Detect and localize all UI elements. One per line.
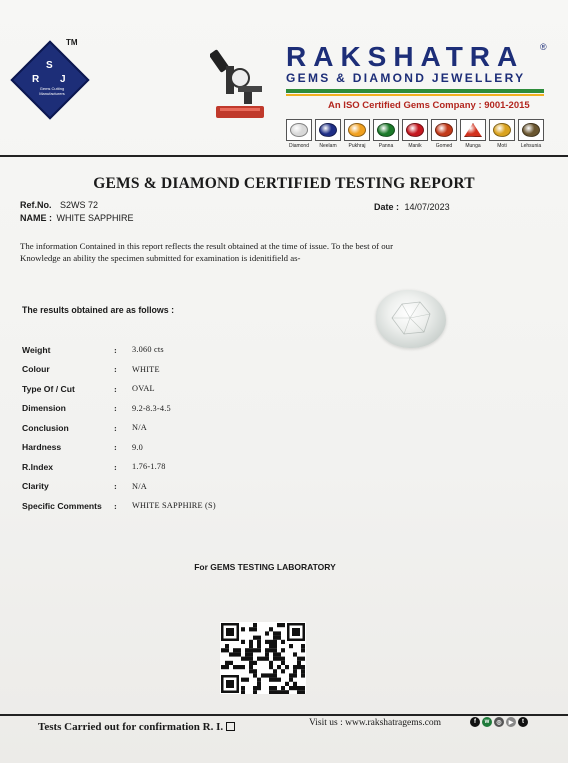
gemstone-item: [518, 119, 544, 153]
gemstone-icon: [406, 123, 424, 137]
result-row: [22, 360, 322, 380]
result-value: WHITE SAPPHIRE (S): [132, 501, 216, 511]
gemstone-label: Panna: [378, 143, 394, 149]
gemstone-label: Moti: [497, 143, 507, 149]
results-heading: The results obtained are as follows :: [22, 305, 175, 315]
date-value: 14/07/2023: [404, 202, 450, 212]
result-label: Clarity: [22, 481, 49, 492]
intro-line-2: Knowledge an ability the specimen submitted for examination is idenitifield as-: [20, 253, 301, 263]
footer-note-text: Tests Carried out for confirmation R. I.: [38, 721, 224, 733]
result-colon: :: [114, 422, 117, 433]
result-row: [22, 418, 322, 438]
brand-name: RAKSHATRA: [286, 41, 525, 72]
intro-line-1: The information Contained in this report reflects the result obtained at the time of issue. To the best of our: [20, 241, 393, 251]
microscope-icon: [210, 48, 268, 122]
gemstone-item: [315, 119, 341, 153]
results-table: [22, 340, 322, 516]
gemstone-icon: [464, 123, 482, 137]
brand-yellow-rule: [286, 94, 544, 96]
result-colon: :: [114, 461, 117, 472]
result-label: Hardness: [22, 442, 62, 453]
result-value: 3.060 cts: [132, 345, 164, 355]
date-line: [374, 202, 450, 212]
footer-website-line: [309, 718, 441, 728]
result-colon: :: [114, 403, 117, 414]
gemstone-item: [489, 119, 515, 153]
instagram-icon[interactable]: ◎: [494, 717, 504, 727]
brand-green-rule: [286, 89, 544, 93]
result-value: 9.2-8.3-4.5: [132, 403, 171, 413]
result-value: 9.0: [132, 442, 143, 452]
facebook-icon[interactable]: f: [470, 717, 480, 727]
result-value: WHITE: [132, 364, 160, 374]
result-label: Weight: [22, 344, 51, 355]
youtube-icon[interactable]: ▶: [506, 717, 516, 727]
result-colon: :: [114, 442, 117, 453]
company-logo: [8, 38, 92, 122]
result-colon: :: [114, 344, 117, 355]
logo-letter-r: R: [32, 74, 40, 85]
ref-value: S2WS 72: [60, 200, 99, 210]
brand-subtitle: GEMS & DIAMOND JEWELLERY: [286, 71, 526, 85]
result-row: [22, 379, 322, 399]
gemstone-label: Gomed: [435, 143, 453, 149]
trademark-mark: TM: [66, 38, 78, 47]
gemstone-icon: [290, 123, 308, 137]
name-line: [20, 213, 134, 223]
twitter-icon[interactable]: t: [518, 717, 528, 727]
registered-mark: ®: [540, 42, 547, 52]
qr-code-icon[interactable]: [220, 622, 306, 694]
gemstone-item: [431, 119, 457, 153]
gemstone-label: Munga: [465, 143, 481, 149]
result-colon: :: [114, 364, 117, 375]
gemstone-frame: [489, 119, 515, 141]
result-row: [22, 477, 322, 497]
gemstone-label: Neelam: [319, 143, 337, 149]
result-label: R.Index: [22, 461, 54, 472]
gemstone-item: [344, 119, 370, 153]
ref-label: Ref.No.: [20, 200, 52, 210]
brand-block: [286, 42, 550, 111]
result-colon: :: [114, 383, 117, 394]
gemstone-icon: [377, 123, 395, 137]
gemstone-frame: [460, 119, 486, 141]
gemstone-icon: [493, 123, 511, 137]
gemstone-frame: [286, 119, 312, 141]
gemstone-item: [286, 119, 312, 153]
gemstone-frame: [518, 119, 544, 141]
website-link[interactable]: www.rakshatragems.com: [345, 718, 442, 728]
result-colon: :: [114, 481, 117, 492]
gemstone-frame: [373, 119, 399, 141]
gemstone-frame: [431, 119, 457, 141]
gemstone-item: [460, 119, 486, 153]
result-value: 1.76-1.78: [132, 462, 166, 472]
footer-note: [38, 721, 235, 733]
header-divider: [0, 155, 568, 157]
gemstone-icon: [348, 123, 366, 137]
gemstone-frame: [402, 119, 428, 141]
logo-diamond-shape: [10, 40, 89, 119]
intro-paragraph: [20, 240, 490, 264]
lab-signature-line: For GEMS TESTING LABORATORY: [194, 562, 336, 572]
whatsapp-icon[interactable]: w: [482, 717, 492, 727]
gemstone-label: Pukhraj: [348, 143, 366, 149]
gemstone-icon: [319, 123, 337, 137]
result-row: [22, 496, 322, 516]
logo-letter-s: S: [46, 60, 53, 71]
logo-letter-j: J: [60, 74, 66, 85]
result-row: [22, 438, 322, 458]
gemstone-icon: [435, 123, 453, 137]
gemstone-facets: [388, 298, 434, 338]
result-row: [22, 399, 322, 419]
gemstone-frame: [344, 119, 370, 141]
logo-tagline: Gems Cutting Manufacturers: [39, 86, 65, 96]
social-icons: [470, 717, 528, 727]
result-label: Specific Comments: [22, 500, 102, 511]
name-value: WHITE SAPPHIRE: [56, 213, 134, 223]
date-label: Date :: [374, 202, 400, 212]
result-row: [22, 340, 322, 360]
visit-label: Visit us :: [309, 718, 343, 728]
result-row: [22, 457, 322, 477]
checkbox-icon[interactable]: [226, 722, 235, 731]
name-label: NAME :: [20, 213, 52, 223]
result-label: Colour: [22, 364, 50, 375]
report-title: GEMS & DIAMOND CERTIFIED TESTING REPORT: [93, 175, 475, 192]
result-value: OVAL: [132, 384, 155, 394]
result-label: Dimension: [22, 403, 66, 414]
gemstone-icon: [522, 123, 540, 137]
gemstone-label: Manik: [408, 143, 422, 149]
gemstone-item: [373, 119, 399, 153]
result-colon: :: [114, 500, 117, 511]
iso-statement: An ISO Certified Gems Company : 9001-2015: [328, 100, 530, 111]
result-label: Conclusion: [22, 422, 69, 433]
result-value: N/A: [132, 481, 147, 491]
result-label: Type Of / Cut: [22, 383, 75, 394]
gemstone-frame: [315, 119, 341, 141]
ref-line: [20, 200, 98, 210]
gemstone-strip: [286, 119, 550, 153]
gemstone-label: Lehsunia: [520, 143, 542, 149]
gemstone-item: [402, 119, 428, 153]
result-value: N/A: [132, 423, 147, 433]
footer-divider: [0, 714, 568, 716]
gemstone-label: Diamond: [288, 143, 309, 149]
